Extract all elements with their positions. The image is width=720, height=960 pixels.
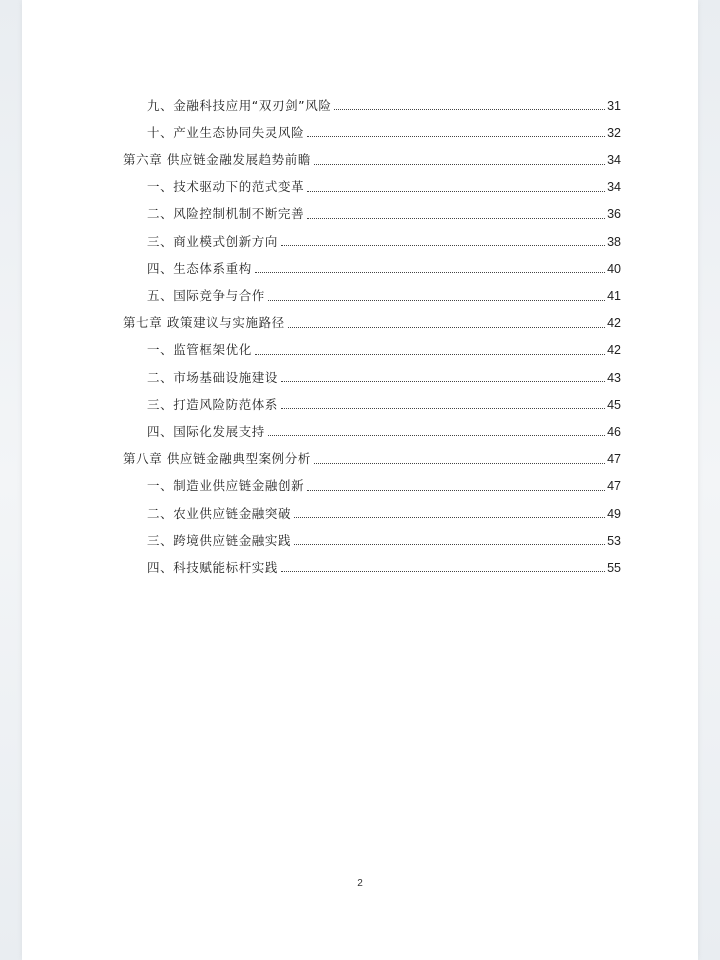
toc-section-entry[interactable] <box>123 550 621 577</box>
toc-entry-label: 三、商业模式创新方向 <box>147 233 279 249</box>
toc-section-entry[interactable] <box>123 88 621 115</box>
toc-entry-page-number: 42 <box>607 316 621 331</box>
toc-entry-page-number: 53 <box>607 533 621 548</box>
table-of-contents <box>123 88 621 577</box>
toc-section-entry[interactable] <box>123 197 621 224</box>
toc-entry-page-number: 55 <box>607 560 621 575</box>
toc-dot-leader <box>281 571 605 572</box>
toc-section-entry[interactable] <box>123 251 621 278</box>
toc-dot-leader <box>288 327 605 328</box>
toc-entry-page-number: 40 <box>607 261 621 276</box>
toc-entry-page-number: 34 <box>607 180 621 195</box>
toc-chapter-entry[interactable] <box>123 142 621 169</box>
toc-section-entry[interactable] <box>123 115 621 142</box>
toc-entry-label: 四、国际化发展支持 <box>147 423 265 439</box>
page-number: 2 <box>357 878 363 889</box>
toc-dot-leader <box>294 517 605 518</box>
toc-section-entry[interactable] <box>123 278 621 305</box>
toc-entry-label: 四、生态体系重构 <box>147 260 252 276</box>
toc-entry-page-number: 43 <box>607 370 621 385</box>
toc-dot-leader <box>314 463 605 464</box>
toc-entry-page-number: 41 <box>607 289 621 303</box>
toc-entry-page-number: 42 <box>607 343 621 358</box>
toc-section-entry[interactable] <box>123 469 621 496</box>
toc-entry-page-number: 49 <box>607 506 621 521</box>
toc-entry-label: 四、科技赋能标杆实践 <box>147 559 279 575</box>
toc-dot-leader <box>314 164 605 165</box>
toc-section-entry[interactable] <box>123 224 621 251</box>
toc-entry-page-number: 32 <box>607 125 621 140</box>
toc-section-entry[interactable] <box>123 360 621 387</box>
toc-dot-leader <box>281 381 605 382</box>
toc-dot-leader <box>281 408 605 409</box>
toc-dot-leader <box>307 191 605 192</box>
toc-dot-leader <box>268 300 605 301</box>
toc-dot-leader <box>307 136 605 137</box>
toc-entry-page-number: 34 <box>607 153 621 168</box>
background-left-edge <box>0 0 22 960</box>
toc-entry-label: 一、制造业供应链金融创新 <box>147 478 305 494</box>
toc-entry-label: 一、监管框架优化 <box>147 342 252 358</box>
toc-entry-page-number: 38 <box>607 234 621 249</box>
toc-chapter-entry[interactable] <box>123 306 621 333</box>
toc-dot-leader <box>307 490 605 491</box>
toc-section-entry[interactable] <box>123 523 621 550</box>
toc-section-entry[interactable] <box>123 496 621 523</box>
toc-dot-leader <box>255 354 605 355</box>
toc-entry-label: 二、农业供应链金融突破 <box>147 505 292 521</box>
document-page <box>22 0 698 960</box>
toc-dot-leader <box>268 435 605 436</box>
toc-section-entry[interactable] <box>123 170 621 197</box>
toc-entry-label: 第六章 供应链金融发展趋势前瞻 <box>123 152 311 168</box>
toc-dot-leader <box>255 272 605 273</box>
toc-entry-label: 三、跨境供应链金融实践 <box>147 532 292 548</box>
toc-dot-leader <box>294 544 605 545</box>
toc-entry-label: 十、产业生态协同失灵风险 <box>147 124 305 140</box>
toc-section-entry[interactable] <box>123 414 621 441</box>
toc-entry-label: 第八章 供应链金融典型案例分析 <box>123 451 311 467</box>
toc-entry-label: 九、金融科技应用“双刃剑”风险 <box>147 97 332 113</box>
toc-chapter-entry[interactable] <box>123 441 621 468</box>
toc-entry-page-number: 31 <box>607 98 621 113</box>
toc-section-entry[interactable] <box>123 333 621 360</box>
toc-entry-label: 一、技术驱动下的范式变革 <box>147 179 305 195</box>
toc-dot-leader <box>307 218 605 219</box>
toc-entry-page-number: 47 <box>607 452 621 467</box>
toc-section-entry[interactable] <box>123 387 621 414</box>
toc-entry-page-number: 36 <box>607 207 621 222</box>
toc-entry-label: 二、市场基础设施建设 <box>147 369 279 385</box>
background-right-edge <box>698 0 720 960</box>
toc-entry-label: 第七章 政策建议与实施路径 <box>123 315 285 331</box>
toc-dot-leader <box>334 109 605 110</box>
toc-entry-page-number: 45 <box>607 397 621 412</box>
toc-dot-leader <box>281 245 605 246</box>
toc-entry-label: 三、打造风险防范体系 <box>147 396 279 412</box>
toc-entry-label: 二、风险控制机制不断完善 <box>147 206 305 222</box>
toc-entry-page-number: 46 <box>607 424 621 439</box>
toc-entry-page-number: 47 <box>607 479 621 494</box>
toc-entry-label: 五、国际竞争与合作 <box>147 288 265 303</box>
